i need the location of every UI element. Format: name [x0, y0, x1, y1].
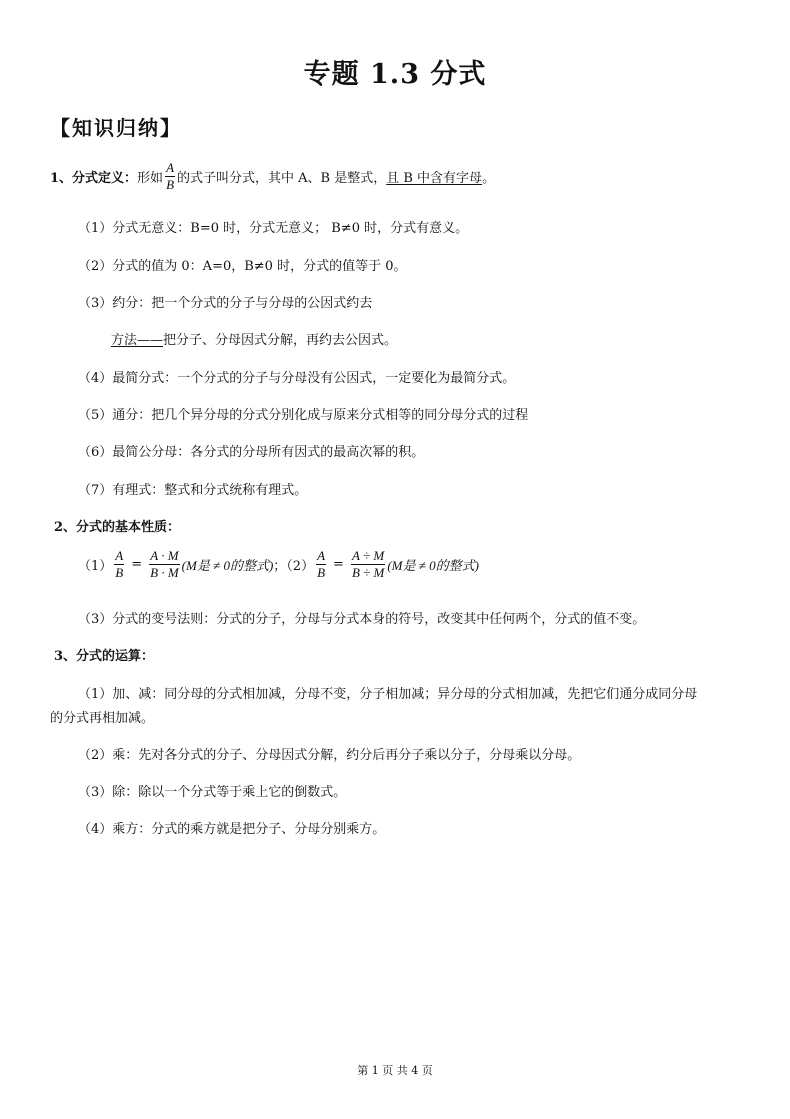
s2-p1-rhs-den: B · M [150, 565, 179, 580]
section-heading: 【知识归纳】 [50, 116, 182, 140]
s1-method [111, 329, 397, 348]
s3-item-4: （4）乘方：分式的乘方就是把分子、分母分别乘方。 [78, 822, 386, 837]
s3-heading: 3、分式的运算： [54, 649, 155, 664]
s1-pre: 形如 [137, 171, 164, 186]
s1-end: 。 [482, 171, 496, 186]
s2-p1-lhs [114, 548, 124, 581]
s1-method-label: 方法—— [111, 333, 164, 348]
s2-p2-lhs-den: B [317, 565, 326, 580]
s1-item-4: （4）最简分式：一个分式的分子与分母没有公因式，一定要化为最简分式。 [78, 371, 516, 386]
s2-properties [78, 548, 479, 581]
s1-frac-num: A [166, 160, 175, 175]
s1-item-6: （6）最简公分母：各分式的分母所有因式的最高次幂的积。 [78, 445, 425, 460]
s2-sign-rule: （3）分式的变号法则：分式的分子，分母与分式本身的符号，改变其中任何两个，分式的值不变。 [78, 612, 646, 627]
page-title: 专题 1.3 分式 [303, 59, 487, 90]
s2-p1-label: （1） [78, 559, 113, 574]
s2-p2-cond: (M是 ≠ 0的整式) [387, 558, 479, 573]
s2-p1-rhs-num: A · M [150, 548, 179, 563]
s2-p2-rhs [351, 548, 385, 581]
page-footer: 第 1 页 共 4 页 [357, 1064, 433, 1077]
s2-p1-eq: = [131, 557, 143, 572]
s1-frac-den: B [166, 177, 175, 192]
s1-item-1: （1）分式无意义：B=0 时，分式无意义； B≠0 时，分式有意义。 [78, 221, 469, 236]
s3-item-3: （3）除：除以一个分式等于乘上它的倒数式。 [78, 785, 347, 800]
s2-p2-lhs [316, 548, 326, 581]
s1-heading: 1、分式定义： [50, 171, 138, 186]
s1-definition [50, 160, 495, 193]
s2-p1-cond: (M是 ≠ 0的整式) [181, 558, 274, 573]
s2-p2-rhs-den: B ÷ M [351, 565, 385, 580]
s1-underlined: 且 B 中含有字母 [386, 171, 483, 186]
s1-item-3: （3）约分：把一个分式的分子与分母的公因式约去 [78, 296, 373, 311]
s2-p1-rhs [149, 548, 180, 581]
s2-p2-rhs-num: A ÷ M [352, 548, 385, 563]
s1-post: 的式子叫分式，其中 A、B 是整式， [177, 171, 387, 186]
s2-separator: ；（2） [273, 559, 315, 574]
s2-p2-eq: = [333, 557, 344, 572]
s3-item-1-line-2: 的分式再相加减。 [50, 711, 155, 726]
s2-heading: 2、分式的基本性质： [54, 520, 181, 535]
s1-method-text: 把分子、分母因式分解，再约去公因式。 [163, 333, 398, 348]
s3-item-2: （2）乘：先对各分式的分子、分母因式分解，约分后再分子乘以分子，分母乘以分母。 [78, 748, 581, 763]
s2-p1-lhs-num: A [115, 548, 124, 563]
s3-item-1-line-1: （1）加、减：同分母的分式相加减，分母不变，分子相加减；异分母的分式相加减，先把它们通分成同分母 [78, 687, 698, 702]
s2-p1-lhs-den: B [115, 565, 124, 580]
s1-item-2: （2）分式的值为 0：A=0，B≠0 时，分式的值等于 0。 [78, 259, 407, 274]
s1-item-7: （7）有理式：整式和分式统称有理式。 [78, 483, 308, 498]
s1-fraction [165, 160, 175, 193]
s2-p2-lhs-num: A [317, 548, 326, 563]
s1-item-5: （5）通分：把几个异分母的分式分别化成与原来分式相等的同分母分式的过程 [78, 408, 529, 423]
